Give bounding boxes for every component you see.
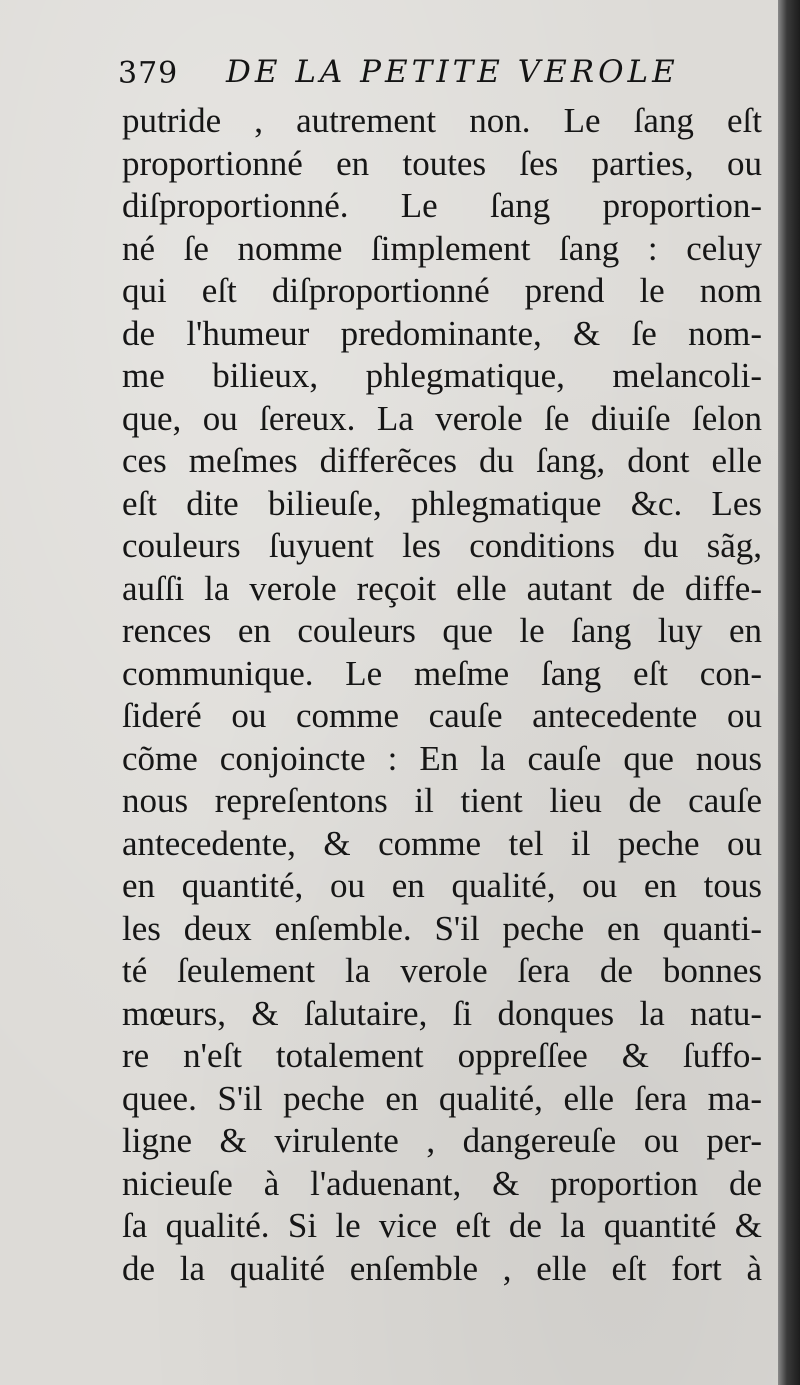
text-line: ſideré ou comme cauſe antecedente ou (122, 696, 762, 735)
text-line: communique. Le meſme ſang eſt con- (122, 653, 762, 693)
text-line: putride , autrement non. Le ſang eſt (122, 101, 762, 140)
running-head (118, 52, 738, 102)
text-line: auſſi la verole reçoit elle autant de diffe- (122, 568, 762, 608)
text-line: proportionné en toutes ſes parties, ou (122, 143, 762, 183)
text-line: qui eſt diſproportionné prend le nom (122, 271, 762, 310)
text-line: ſa qualité. Si le vice eſt de la quantité & (122, 1206, 762, 1245)
text-line: les deux enſemble. S'il peche en quanti- (122, 908, 762, 948)
page-number: 379 (118, 56, 179, 91)
text-line: de la qualité enſemble , elle eſt fort à (122, 1248, 762, 1288)
body-text (122, 100, 762, 1290)
text-line: re n'eſt totalement oppreſſee & ſuffo- (122, 1036, 762, 1075)
text-line: antecedente, & comme tel il peche ou (122, 823, 762, 863)
text-line: ces meſmes differẽces du ſang, dont elle (122, 441, 762, 480)
text-line: diſproportionné. Le ſang proportion- (122, 186, 762, 225)
text-line: rences en couleurs que le ſang luy en (122, 611, 762, 650)
text-line: de l'humeur predominante, & ſe nom- (122, 313, 762, 353)
text-line: né ſe nomme ſimplement ſang : celuy (122, 228, 762, 268)
text-line: mœurs, & ſalutaire, ſi donques la natu- (122, 993, 762, 1033)
page-edge-shadow (778, 0, 800, 1385)
text-line: eſt dite bilieuſe, phlegmatique &c. Les (122, 483, 762, 523)
text-line: nicieuſe à l'aduenant, & proportion de (122, 1163, 762, 1203)
text-line: en quantité, ou en qualité, ou en tous (122, 866, 762, 905)
text-line: me bilieux, phlegmatique, melancoli- (122, 356, 762, 395)
running-title: DE LA PETITE VEROLE (226, 54, 679, 90)
text-line: que, ou ſereux. La verole ſe diuiſe ſelon (122, 398, 762, 438)
text-line: quee. S'il peche en qualité, elle ſera ma- (122, 1078, 762, 1118)
text-line: ligne & virulente , dangereuſe ou per- (122, 1121, 762, 1160)
text-line: cõme conjoincte : En la cauſe que nous (122, 738, 762, 778)
text-line: té ſeulement la verole ſera de bonnes (122, 951, 762, 990)
text-line: nous repreſentons il tient lieu de cauſe (122, 781, 762, 820)
text-line: couleurs ſuyuent les conditions du sãg, (122, 526, 762, 565)
